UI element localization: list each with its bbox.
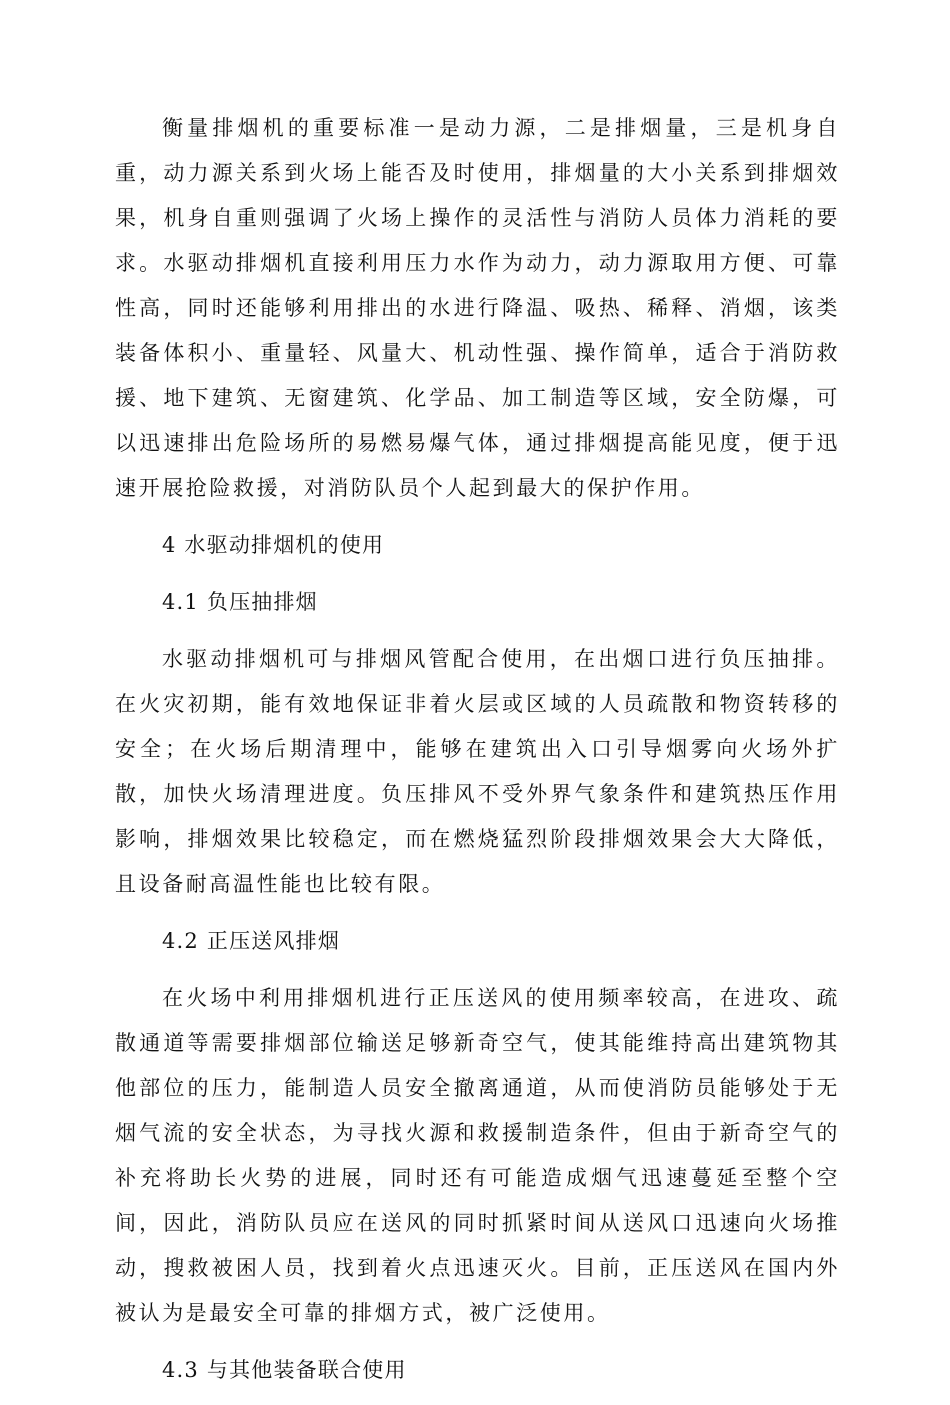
subsection-heading-4-1: 4.1 负压抽排烟 [162,590,318,614]
subsection-heading-4-2: 4.2 正压送风排烟 [162,929,341,953]
subsection-heading-4-3: 4.3 与其他装备联合使用 [162,1358,407,1382]
paragraph-negative-pressure: 水驱动排烟机可与排烟风管配合使用，在出烟口进行负压抽排。在火灾初期，能有效地保证非着火层或区域的人员疏散和物资转移的安全；在火场后期清理中，能够在建筑出入口引导烟雾向火场外扩散，加快火场清理进度。负压排风不受外界气象条件和建筑热压作用影响，排烟效果比较稳定，而在燃烧猛烈阶段排烟效果会大大降低，且设备耐高温性能也比较有限。 [115,647,840,896]
paragraph-evaluation-criteria: 衡量排烟机的重要标准一是动力源，二是排烟量，三是机身自重，动力源关系到火场上能否及时使用，排烟量的大小关系到排烟效果，机身自重则强调了火场上操作的灵活性与消防人员体力消耗的要求。水驱动排烟机直接利用压力水作为动力，动力源取用方便、可靠性高，同时还能够利用排出的水进行降温、吸热、稀释、消烟，该类装备体积小、重量轻、风量大、机动性强、操作简单，适合于消防救援、地下建筑、无窗建筑、化学品、加工制造等区域，安全防爆，可以迅速排出危险场所的易燃易爆气体，通过排烟提高能见度，便于迅速开展抢险救援，对消防队员个人起到最大的保护作用。 [115,116,840,500]
section-heading-4: 4 水驱动排烟机的使用 [162,533,385,557]
paragraph-positive-pressure: 在火场中利用排烟机进行正压送风的使用频率较高，在进攻、疏散通道等需要排烟部位输送足够新奇空气，使其能维持高出建筑物其他部位的压力，能制造人员安全撤离通道，从而使消防员能够处于无烟气流的安全状态，为寻找火源和救援制造条件，但由于新奇空气的补充将助长火势的进展，同时还有可能造成烟气迅速蔓延至整个空间，因此，消防队员应在送风的同时抓紧时间从送风口迅速向火场推动，搜救被困人员，找到着火点迅速灭火。目前，正压送风在国内外被认为是最安全可靠的排烟方式，被广泛使用。 [115,986,840,1325]
document-body [115,106,840,1405]
